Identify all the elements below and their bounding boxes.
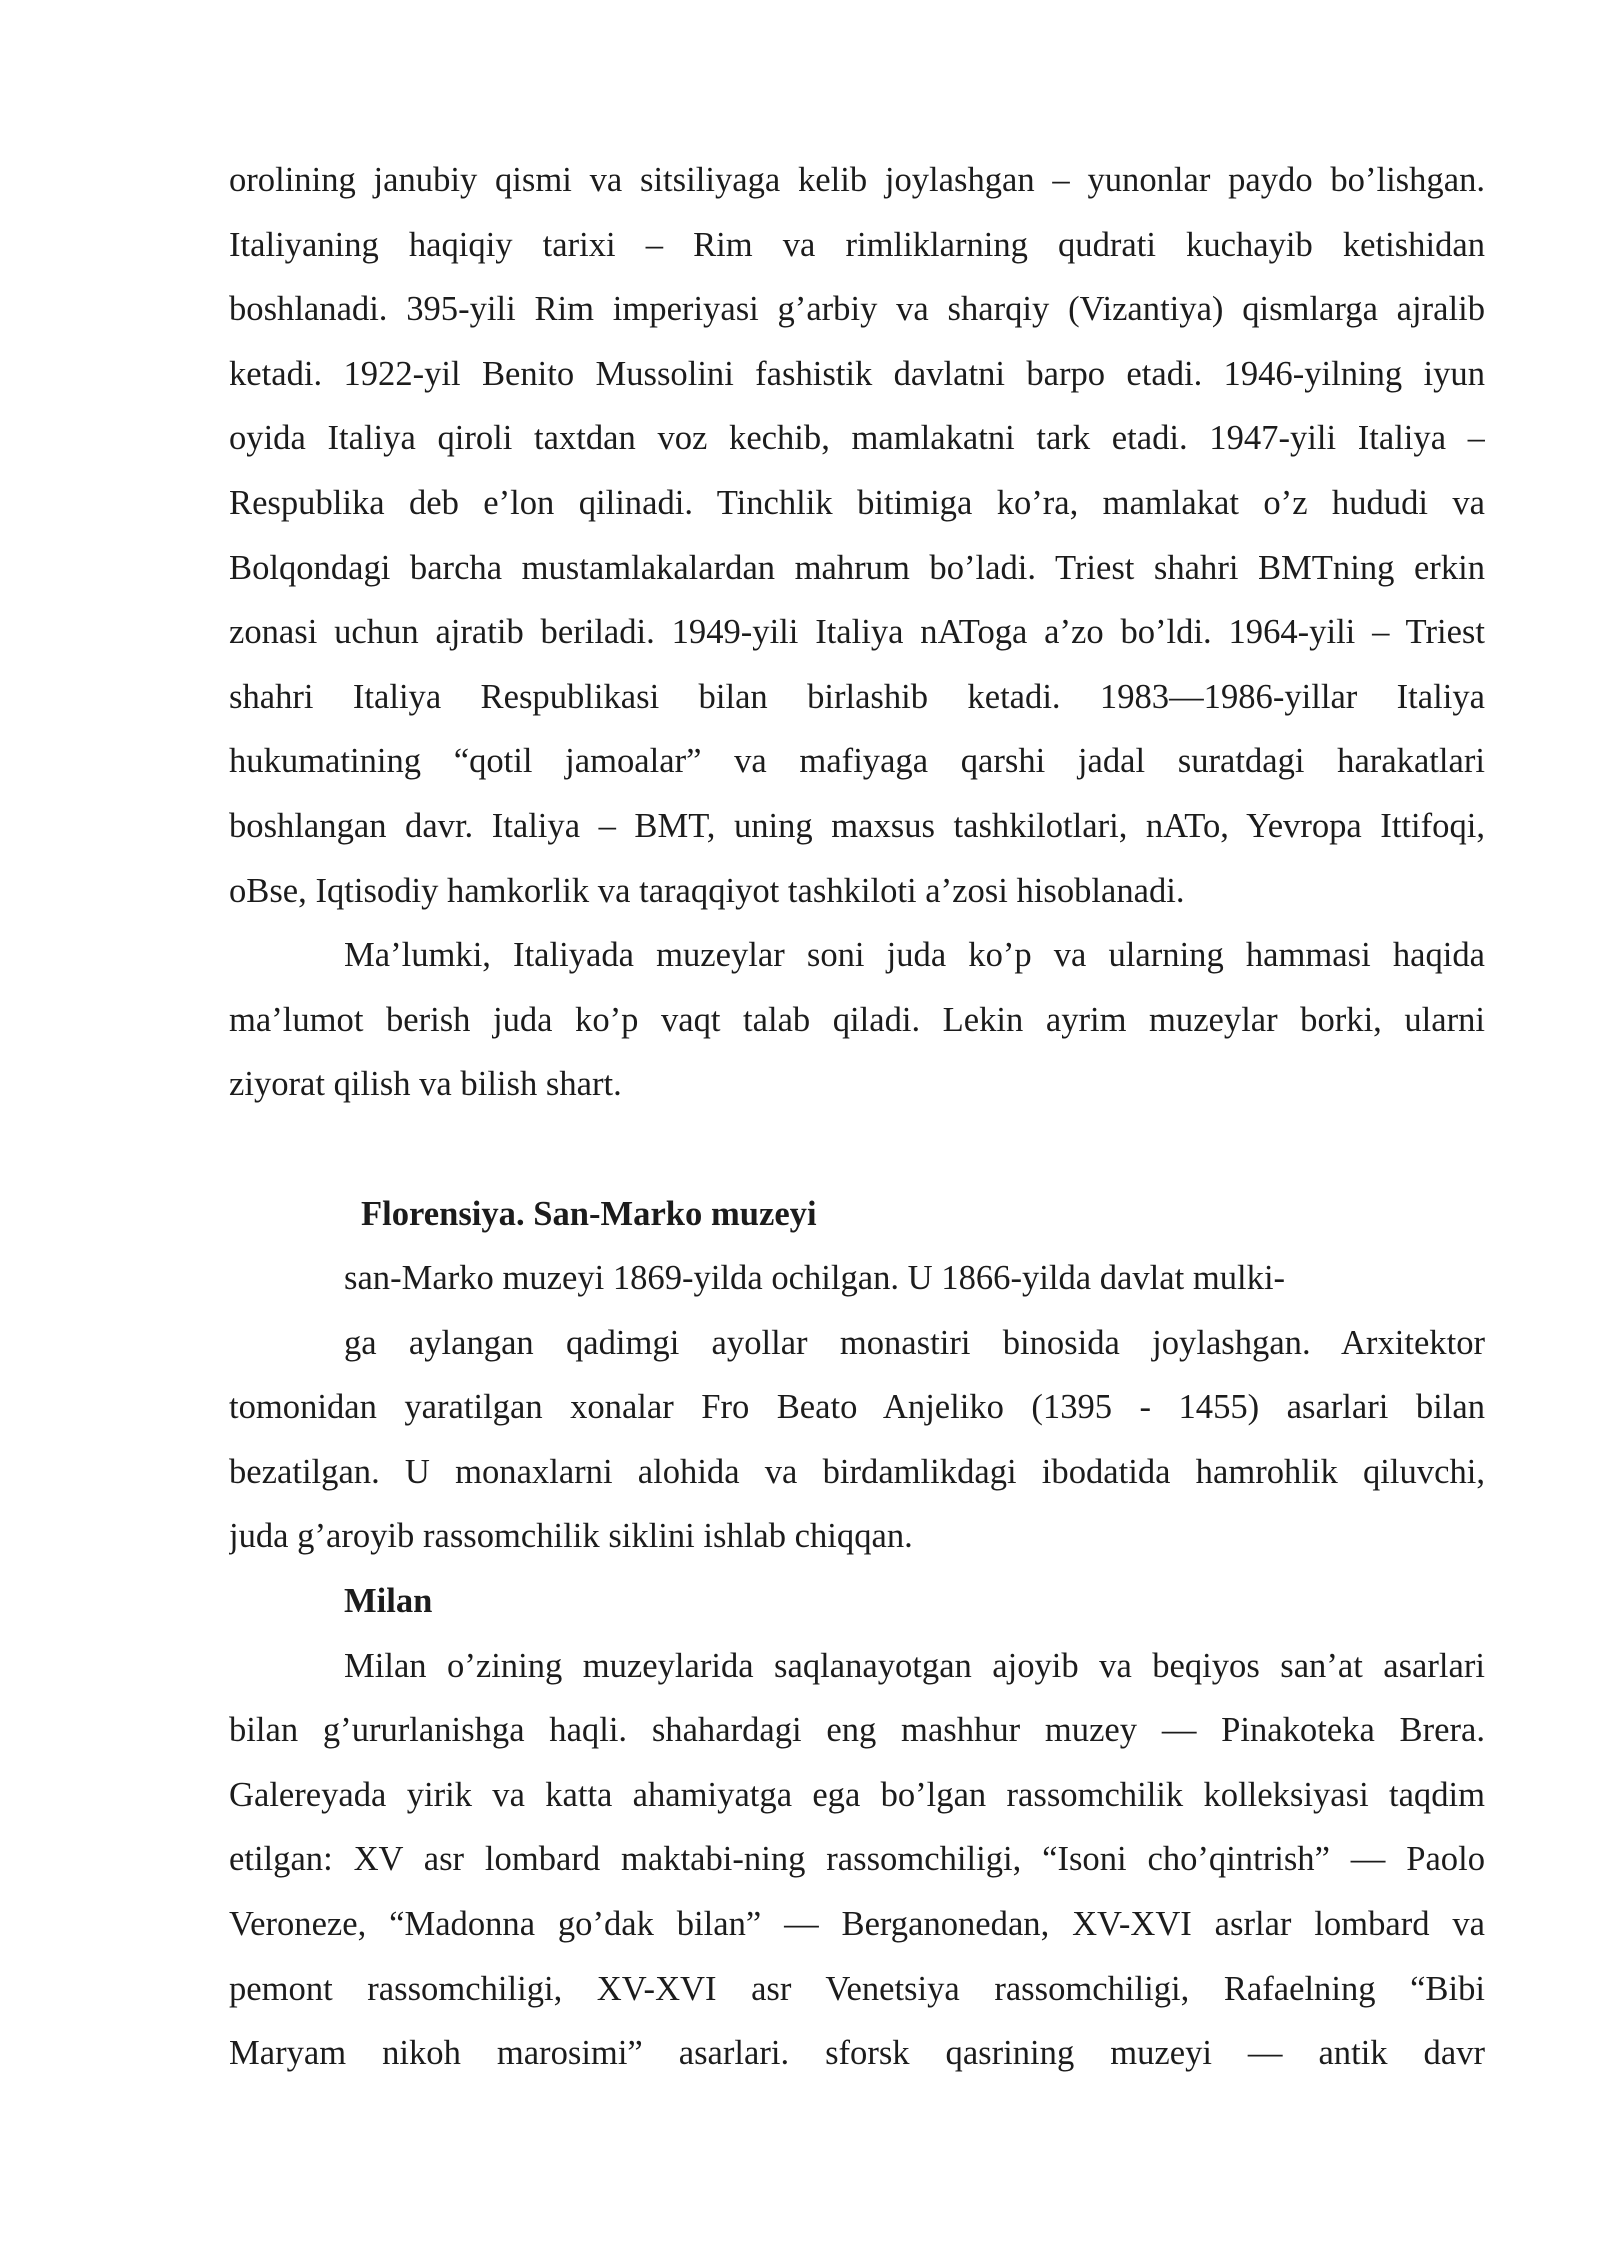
paragraph-history [229, 148, 1485, 923]
text-line: orolining janubiy qismi va sitsiliyaga kelib joylashgan – yunonlar paydo bo’lishgan. [229, 161, 1485, 199]
section-heading: Florensiya. San-Marko muzeyi [361, 1194, 817, 1233]
section-florence [229, 1182, 1485, 1570]
text-line: ma’lumot berish juda ko’p vaqt talab qiladi. Lekin ayrim muzeylar borki, ularni [229, 1000, 1485, 1039]
text-line: zonasi uchun ajratib beriladi. 1949-yili Italiya nAToga a’zo bo’ldi. 1964-yili – Triest [229, 613, 1485, 652]
text-line: oBse, Iqtisodiy hamkorlik va taraqqiyot tashkiloti a’zosi hisoblanadi. [229, 871, 1185, 910]
section-milan [229, 1569, 1485, 2086]
text-line: bezatilgan. U monaxlarni alohida va birdamlikdagi ibodatida hamrohlik qiluvchi, [229, 1452, 1485, 1491]
text-line: shahri Italiya Respublikasi bilan birlashib ketadi. 1983—1986-yillar Italiya [229, 677, 1485, 716]
text-line: san-Marko muzeyi 1869-yilda ochilgan. U 1866-yilda davlat mulki- [344, 1259, 1286, 1298]
text-line: oyida Italiya qiroli taxtdan voz kechib, mamlakatni tark etadi. 1947-yili Italiya – [229, 419, 1485, 458]
text-line: boshlanadi. 395-yili Rim imperiyasi g’arbiy va sharqiy (Vizantiya) qismlarga ajralib [229, 290, 1485, 329]
text-line: ketadi. 1922-yil Benito Mussolini fashistik davlatni barpo etadi. 1946-yilning iyun [229, 354, 1485, 393]
document-page [229, 148, 1485, 2086]
text-line: tomonidan yaratilgan xonalar Fro Beato Anjeliko (1395 - 1455) asarlari bilan [229, 1388, 1485, 1427]
text-line: Ma’lumki, Italiyada muzeylar soni juda ko’p va ularning hammasi haqida [344, 936, 1485, 975]
text-line: hukumatining “qotil jamoalar” va mafiyaga qarshi jadal suratdagi harakatlari [229, 742, 1485, 781]
text-line: Galereyada yirik va katta ahamiyatga ega bo’lgan rassomchilik kolleksiyasi taqdim [229, 1775, 1485, 1814]
text-line: juda g’aroyib rassomchilik siklini ishlab chiqqan. [229, 1517, 913, 1556]
text-line: Bolqondagi barcha mustamlakalardan mahrum bo’ladi. Triest shahri BMTning erkin [229, 548, 1485, 587]
section-heading: Milan [344, 1582, 433, 1621]
text-line: boshlangan davr. Italiya – BMT, uning maxsus tashkilotlari, nATo, Yevropa Ittifoqi, [229, 806, 1485, 845]
blank-line [229, 1117, 1485, 1182]
text-line: bilan g’ururlanishga haqli. shahardagi eng mashhur muzey — Pinakoteka Brera. [229, 1711, 1485, 1750]
text-line: Respublika deb e’lon qilinadi. Tinchlik bitimiga ko’ra, mamlakat o’z hududi va [229, 483, 1485, 522]
text-line: ga aylangan qadimgi ayollar monastiri binosida joylashgan. Arxitektor [344, 1323, 1485, 1362]
text-line: Italiyaning haqiqiy tarixi – Rim va rimliklarning qudrati kuchayib ketishidan [229, 225, 1485, 264]
text-line: ziyorat qilish va bilish shart. [229, 1065, 622, 1104]
text-line: etilgan: XV asr lombard maktabi-ning rassomchiligi, “Isoni cho’qintrish” — Paolo [229, 1840, 1485, 1879]
text-line: pemont rassomchiligi, XV-XVI asr Venetsiya rassomchiligi, Rafaelning “Bibi [229, 1969, 1485, 2008]
paragraph-museums-intro [229, 923, 1485, 1117]
text-line: Milan o’zining muzeylarida saqlanayotgan ajoyib va beqiyos san’at asarlari [344, 1646, 1485, 1685]
text-line: Maryam nikoh marosimi” asarlari. sforsk qasrining muzeyi — antik davr [229, 2034, 1485, 2073]
text-line: Veroneze, “Madonna go’dak bilan” — Berganonedan, XV-XVI asrlar lombard va [229, 1905, 1485, 1944]
